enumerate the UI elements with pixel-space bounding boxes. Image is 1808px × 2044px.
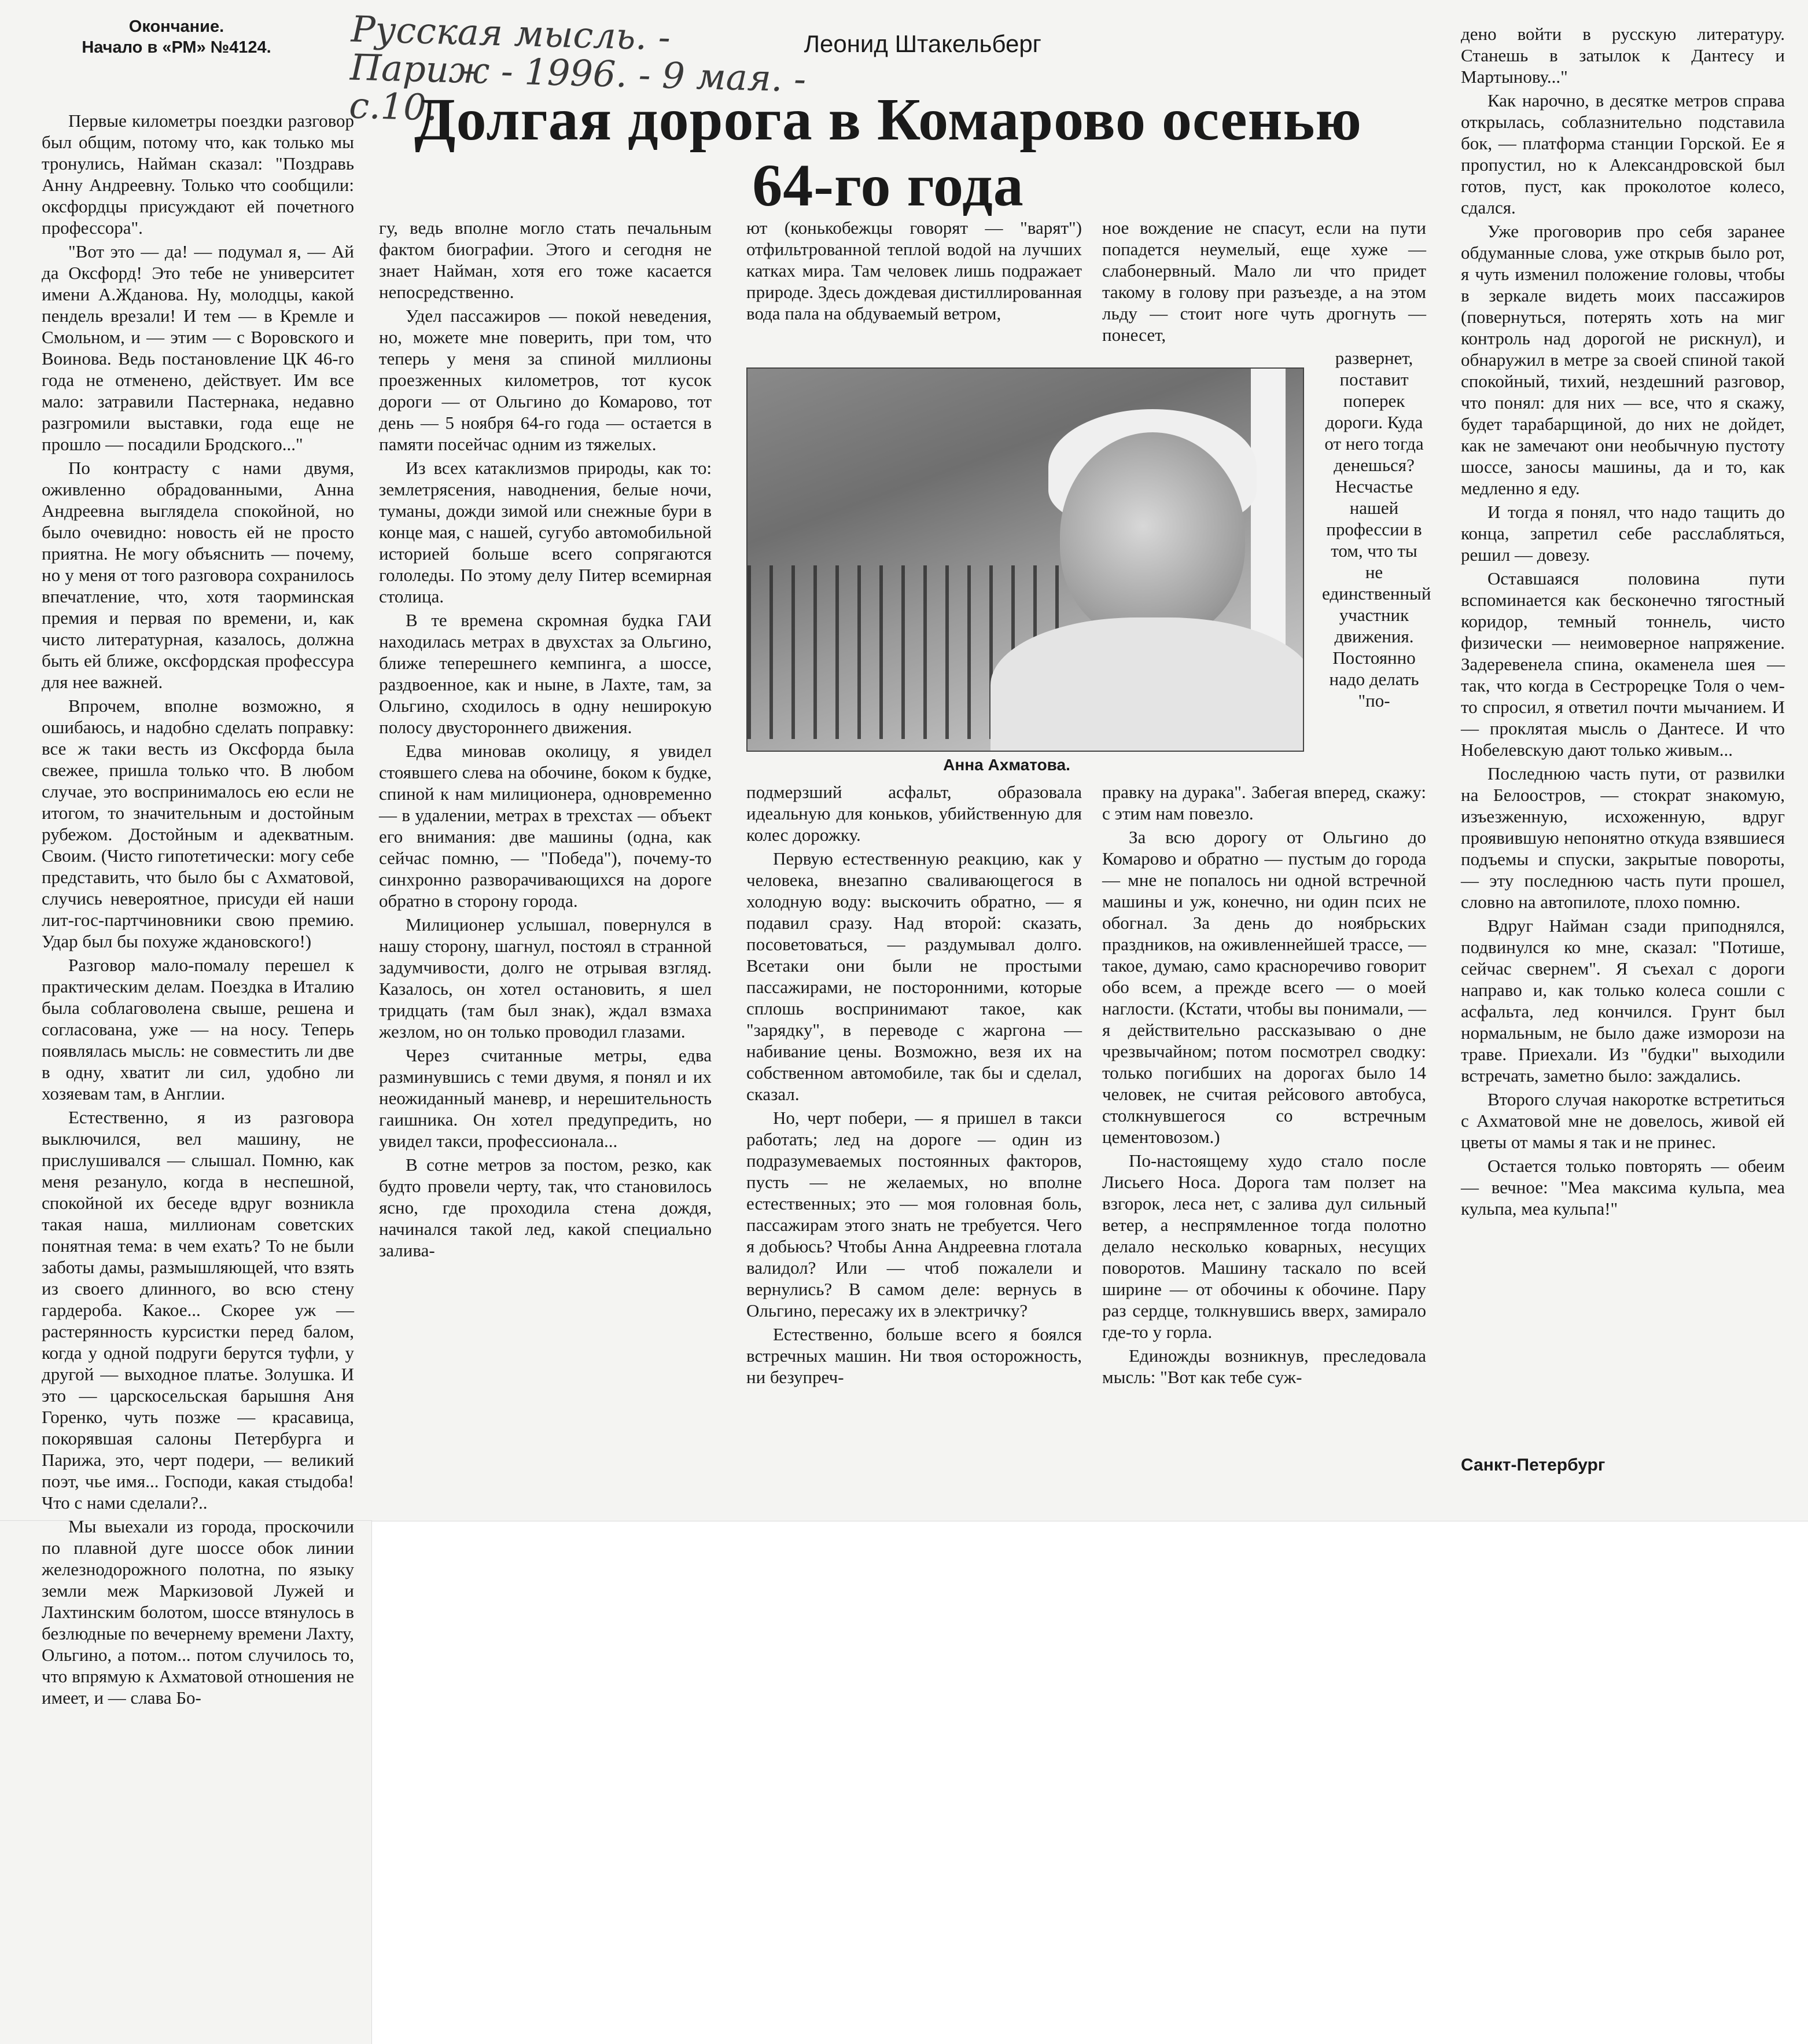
- paragraph: Остается только повторять — обеим — вечное: "Меа максима кульпа, меа кульпа, меа кульпа!": [1461, 1156, 1785, 1219]
- paragraph: гу, ведь вполне могло стать печальным фактом биографии. Этого и сегодня не знает Найман, хотя его тоже касается непосредственно.: [379, 218, 712, 302]
- article-column-4-bottom: [1102, 781, 1426, 1390]
- article-column-1: [42, 110, 354, 1711]
- article-column-2: [379, 217, 712, 1263]
- paragraph: Вдруг Найман сзади приподнялся, подвинулся ко мне, сказал: "Потише, сейчас свернем". Я съехал с дороги направо и, как только колеса сошли с асфальта, лед кончился. Грунт был нормальным, не было даже изморози на траве. Приехали. Из "будки" выходили встречать, заметно было: заждались.: [1461, 916, 1785, 1086]
- article-column-3-bottom: [746, 781, 1082, 1390]
- article-column-5: [1461, 23, 1785, 1222]
- author-byline: Леонид Штакельберг: [804, 30, 1041, 57]
- paragraph: ют (конькобежцы говорят — "варят") отфильтрованной теплой водой на лучших катках мира. Там человек лишь подражает природе. Здесь дождевая дистиллированная вода пала на обдуваемый ветром,: [746, 218, 1082, 323]
- photo-caption: Анна Ахматова.: [943, 756, 1070, 774]
- paragraph: По контрасту с нами двумя, оживленно обрадованными, Анна Андреевна выглядела спокойной, но было очевидно: новость ей не просто приятна. Не могу объяснить — почему, но у меня от того разговора сохранилось впечатление, что, хотя таорминская премия и первая по времени, и, как чисто литературная, казалось, должна быть ей ближе, оксфордская профессура для нее важней.: [42, 458, 354, 692]
- paragraph: Как нарочно, в десятке метров справа открылась, соблазнительно подставила бок, — платформа станции Горской. Ее я пропустил, но к Александровской был готов, пуст, как проколотое колесо, сдался.: [1461, 90, 1785, 218]
- paragraph: Едва миновав околицу, я увидел стоявшего слева на обочине, боком к будке, спиной к нам милиционера, одновременно — в удалении, метрах в трехстах — объект его внимания: две машины (одна, как сейчас помню, — "Победа"), почему-то синхронно разворачивающихся на дороге обратно в сторону города.: [379, 741, 712, 911]
- paragraph: правку на дурака". Забегая вперед, скажу: с этим нам повезло.: [1102, 782, 1426, 824]
- article-column-4-narrow: [1322, 347, 1431, 714]
- continuation-note: Окончание. Начало в «РМ» №4124.: [82, 17, 271, 57]
- face-shape: [1060, 432, 1245, 641]
- paragraph: По-настоящему худо стало после Лисьего Носа. Дорога там ползет на взгорок, леса нет, с залива дул сильный ветер, а неспрямленное тогда полотно делало несколько коварных, несущих поворотов. Машину таскало по всей ширине — от обочины к обочине. Пару раз сердце, толкнувшись вверх, замирало где-то у горла.: [1102, 1150, 1426, 1342]
- paragraph: Впрочем, вполне возможно, я ошибаюсь, и надобно сделать поправку: все ж таки весть из Оксфорда была свежее, пришла только что. В любом случае, это воспринималось ею если не итогом, то значительным и достойным рубежом. Достойным и адекватным. Своим. (Чисто гипотетически: могу себе представить, что было бы с Ахматовой, случись невероятное, присуди ей наши лит-гос-партчиновники свою премию. Удар был бы похуже ждановского!): [42, 696, 354, 951]
- paragraph: И тогда я понял, что надо тащить до конца, запретил себе расслабляться, решил — довезу.: [1461, 502, 1785, 565]
- paragraph: Из всех катаклизмов природы, как то: землетрясения, наводнения, белые ночи, туманы, дожди зимой или снежные бури в конце мая, с нашей, сугубо автомобильной историей больше всего сопрягаются гололеды. По этому делу Питер всемирная столица.: [379, 458, 712, 606]
- paragraph: Уже проговорив про себя заранее обдуманные слова, уже открыв было рот, я чуть изменил положение головы, чтобы в зеркале видеть моих пассажиров (повернуться, потерять хоть на миг контроль над дорогой не рискнул), и обнаружил в метре за своей спиной такой спокойный, тихий, нездешний разговор, что понял: для них — все, что я скажу, будет тарабарщиной, до них не дойдет, как не замечают они необычную пустоту шоссе, заносы машины, да и то, как медленно я еду.: [1461, 221, 1785, 498]
- paragraph: Первые километры поездки разговор был общим, потому что, как только мы тронулись, Найман сказал: "Поздравь Анну Андреевну. Только что сообщили: оксфордцы присуждают ей почетного профессора".: [42, 111, 354, 238]
- paragraph: Через считанные метры, едва разминувшись с теми двумя, я понял и их неожиданный маневр, и нерешительность гаишника. Он хотел предупредить, но увидел такси, профессионала...: [379, 1045, 712, 1151]
- portrait-photo: [746, 367, 1304, 752]
- article-column-4-top: [1102, 217, 1426, 348]
- dateline-signature: Санкт-Петербург: [1461, 1455, 1606, 1475]
- paragraph: Но, черт побери, — я пришел в такси работать; лед на дороге — один из подразумеваемых постоянных факторов, пусть — не желаемых, но вполне естественных; это — моя головная боль, пассажирам этого знать не требуется. Чего я добьюсь? Чтобы Анна Андреевна глотала валидол? Или — чтоб пожалели и вернулись? В самом деле: вернусь в Ольгино, пересажу их в электричку?: [746, 1108, 1082, 1321]
- paragraph: Мы выехали из города, проскочили по плавной дуге шоссе обок линии железнодорожного полотна, по языку земли меж Маркизовой Лужей и Лахтинским болотом, шоссе втянулось в безлюдные по вечернему времени Лахту, Ольгино, а потом... потом случилось то, что впрямую к Ахматовой отношения не имеет, и — слава Бо-: [42, 1516, 354, 1708]
- paragraph: "Вот это — да! — подумал я, — Ай да Оксфорд! Это тебе не университет имени А.Жданова. Ну, молодцы, какой пендель врезали! И тем — в Кремле и Смольном, и — этим — с Воровского и Воинова. Ведь постановление ЦК 46-го года не отменено, действует. Им все мало: затравили Пастернака, недавно разгромили выставки, года еще не прошло — посадили Бродского...": [42, 241, 354, 454]
- paragraph: В сотне метров за постом, резко, как будто провели черту, так, что становилось ясно, где проходила стена дождя, начинался такой лед, какой специально залива-: [379, 1155, 712, 1260]
- paragraph: Последнюю часть пути, от развилки на Белоостров, — стократ знакомую, изъезженную, исхоженную, вдруг проявившую непонятно откуда взявшиеся подъемы и спуски, закрытые повороты, — эту последнюю часть пути прошел, словно на автопилоте, плохо помню.: [1461, 763, 1785, 912]
- article-column-3-top: [746, 217, 1082, 326]
- paragraph: дено войти в русскую литературу. Станешь в затылок к Дантесу и Мартынову...": [1461, 24, 1785, 87]
- paragraph: ное вождение не спасут, если на пути попадется неумелый, еще хуже — слабонервный. Мало ли что придет такому в голову при разъезде, а на этом льду — стоит ноге чуть дрогнуть — понесет,: [1102, 218, 1426, 345]
- paragraph: Второго случая накоротке встретиться с Ахматовой мне не довелось, живой ей цветы от мамы я так и не принес.: [1461, 1089, 1785, 1152]
- paragraph: Удел пассажиров — покой неведения, но, можете мне поверить, при том, что теперь у меня за спиной миллионы проезженных километров, тот кусок дороги — от Ольгино до Комарово, тот день — 5 ноября 64-го года — остается в памяти посейчас одним из тяжелых.: [379, 306, 712, 454]
- paragraph: За всю дорогу от Ольгино до Комарово и обратно — пустым до города — мне не попалось ни одной встречной машины и уж, конечно, ни один псих не обогнал. За день до ноябрьских праздников, на оживленнейшей трассе, — такое, думаю, само красноречиво говорит обо всем, а прежде всего — о моей наглости. (Кстати, чтобы вы понимали, — я действительно рассказываю о дне чрезвычайном; потом посмотрел сводку: только погибших на дорогах было 14 человек, не считая рейсового автобуса, столкнувшегося со встречным цементовозом.): [1102, 827, 1426, 1147]
- paragraph: развернет, поставит поперек дороги. Куда от него тогда денешься? Несчастье нашей профессии в том, что ты не единственный участник движения. Постоянно надо делать "по-: [1322, 348, 1431, 711]
- paragraph: В те времена скромная будка ГАИ находилась метрах в двухстах за Ольгино, ближе теперешнего кемпинга, а шоссе, раздвоенное, как и ныне, в Лахте, там, за Ольгино, сходилось в одну неширокую полосу двустороннего движения.: [379, 610, 712, 737]
- handwritten-citation: Русская мысль. - Париж - 1996. - 9 мая. - с.10.: [348, 8, 807, 129]
- article-headline: Долгая дорога в Комарово осенью 64-го года: [414, 86, 1362, 219]
- paragraph: Первую естественную реакцию, как у человека, внезапно сваливающегося в холодную воду: выскочить обратно, — я подавил сразу. Над второй: сказать, посоветоваться, — раздумывал долго. Всетаки они были не простыми пассажирами, не посторонними, которые сплошь воспринимают такое, как "зарядку", в переводе с жаргона — набивание цены. Возможно, везя их на собственном автомобиле, так бы и сделал, сказал.: [746, 848, 1082, 1104]
- paragraph: Единожды возникнув, преследовала мысль: "Вот как тебе суж-: [1102, 1345, 1426, 1387]
- paragraph: Милиционер услышал, повернулся в нашу сторону, шагнул, постоял в странной задумчивости, долго не отрывая взгляд. Казалось, он хотел остановить, я шел тридцать (там был знак), ждал взмаха жезлом, но он только проводил глазами.: [379, 914, 712, 1042]
- paragraph: Разговор мало-помалу перешел к практическим делам. Поездка в Италию была соблаговолена свыше, решена и согласована, уже — на носу. Теперь появлялась мысль: не совместить ли две в одну, хватит ли сил, удобно ли хозяевам там, в Англии.: [42, 955, 354, 1104]
- paragraph: подмерзший асфальт, образовала идеальную для коньков, убийственную для колес дорожку.: [746, 782, 1082, 845]
- paragraph: Естественно, больше всего я боялся встречных машин. Ни твоя осторожность, ни безупреч-: [746, 1324, 1082, 1387]
- paragraph: Оставшаяся половина пути вспоминается как бесконечно тягостный коридор, темный тоннель, чисто физически — неимоверное напряжение. Задеревенела спина, окаменела шея — так, что когда в Сестрорецке Толя о чем-то спросил, я ответил почти мычанием. И — проклятая мысль о Дантесе. И что Нобелевскую дают только живым...: [1461, 568, 1785, 760]
- paragraph: Естественно, я из разговора выключился, вел машину, не прислушивался — слышал. Помню, как меня резануло, когда в неспешной, спокойной их беседе вдруг возникла такая наша, миллионам советских понятная тема: в чем ехать? То не были заботы дамы, размышляющей, что взять из своего длинного, во всю стену гардероба. Какое... Скорее уж — растерянность курсистки перед балом, когда у одной подруги берутся туфли, у другой — выходное платье. Золушка. И это — царскосельская барышня Аня Горенко, чуть позже — красавица, покорявшая салоны Петербурга и Парижа, это, черт подери, — великий поэт, чье имя... Господи, какая стыдоба! Что с нами сделали?..: [42, 1107, 354, 1513]
- shoulders-shape: [990, 617, 1304, 752]
